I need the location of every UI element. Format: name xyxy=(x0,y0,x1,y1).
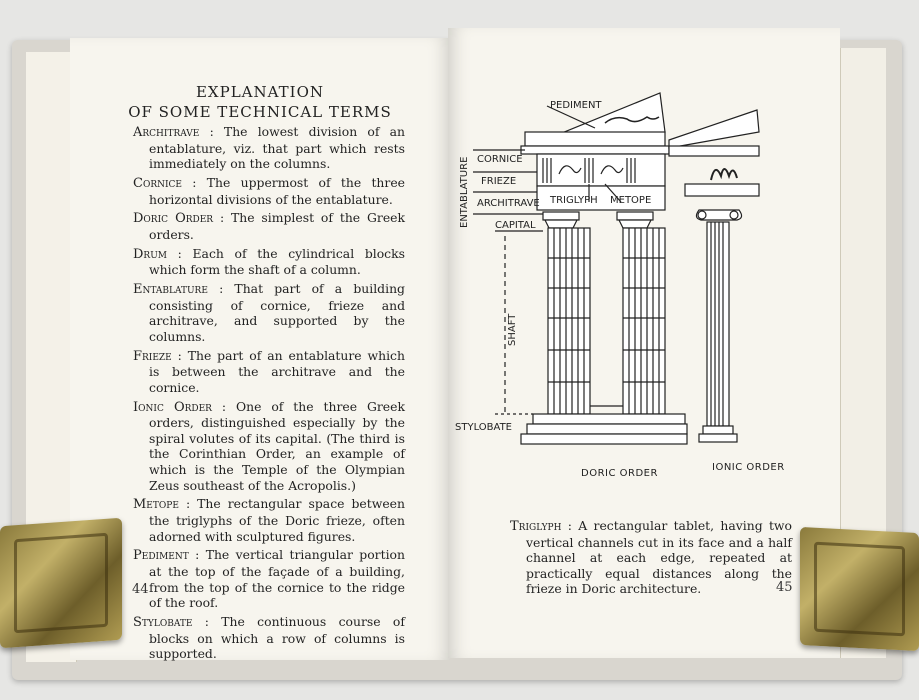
caption-ionic-order: IONIC ORDER xyxy=(712,462,785,473)
page-number-right: 45 xyxy=(776,580,793,595)
stylobate-step-3 xyxy=(521,434,687,444)
term-headword: Triglyph xyxy=(510,519,562,534)
label-shaft: SHAFT xyxy=(507,313,518,346)
term-definition: : Each of the cylindrical blocks which form the shaft of a column. xyxy=(149,245,405,278)
label-metope: METOPE xyxy=(610,195,652,206)
architecture-diagram xyxy=(455,88,795,458)
term-headword: Frieze xyxy=(133,348,172,364)
doric-column-1 xyxy=(548,228,590,414)
term-definition: : One of the three Greek orders, distinguished especially by the spiral volutes of its capital. (The third is the Corinthian Order, an example of which is the Temple of the Olympian Zeus southeast of the Acropolis.) xyxy=(149,398,405,493)
glossary-entry xyxy=(133,496,405,544)
label-capital: CAPITAL xyxy=(495,220,536,231)
term-headword: Ionic Order xyxy=(133,399,212,415)
term-definition: : The rectangular space between the triglyphs of the Doric frieze, often adorned with sculptured figures. xyxy=(149,496,405,544)
glossary-entry xyxy=(133,281,405,344)
label-entablature: ENTABLATURE xyxy=(459,156,470,228)
term-definition: : The vertical triangular portion at the top of the façade of a building, from the top of the cornice to the ridge of the roof. xyxy=(149,547,405,611)
label-cornice: CORNICE xyxy=(477,154,523,165)
title-line-2: OF SOME TECHNICAL TERMS xyxy=(128,103,392,121)
glossary-entry xyxy=(133,175,405,207)
frieze-block xyxy=(537,154,665,186)
glossary-entry xyxy=(133,547,405,610)
term-definition: : A rectangular tablet, having two vertical channels cut in its face and a half channel at each edge, repeated at practically equal distances along the frieze in Doric architecture. xyxy=(526,518,792,597)
doric-column-2 xyxy=(623,228,665,414)
glossary-list xyxy=(133,124,405,665)
term-headword: Doric Order xyxy=(133,211,214,227)
stylobate-step-2 xyxy=(527,424,687,434)
term-definition: : That part of a building consisting of cornice, frieze and architrave, and supported by the columns. xyxy=(149,281,405,344)
glossary-entry xyxy=(133,614,405,662)
term-definition: : The uppermost of the three horizontal divisions of the entablature. xyxy=(149,174,405,207)
label-architrave: ARCHITRAVE xyxy=(477,198,540,209)
title-line-1: EXPLANATION xyxy=(195,83,324,101)
ionic-column xyxy=(699,222,737,442)
glossary-entry xyxy=(133,246,405,278)
label-frieze: FRIEZE xyxy=(481,176,517,187)
term-headword: Stylobate xyxy=(133,614,193,630)
brass-page-holder-right xyxy=(800,527,919,651)
glossary-entry xyxy=(133,210,405,242)
page-title xyxy=(70,82,450,122)
ionic-frieze-figures xyxy=(711,169,737,180)
glossary-entry xyxy=(133,124,405,172)
term-definition: : The lowest division of an entablature, viz. that part which rests immediately on the columns. xyxy=(149,124,405,172)
term-headword: Pediment xyxy=(133,548,189,564)
triglyph-definition-block xyxy=(510,518,792,600)
term-headword: Metope xyxy=(133,497,179,513)
term-headword: Entablature xyxy=(133,282,208,298)
label-pediment: PEDIMENT xyxy=(550,100,602,111)
term-headword: Cornice xyxy=(133,175,182,191)
brass-page-holder-left xyxy=(0,518,122,649)
term-headword: Architrave xyxy=(133,125,200,140)
term-headword: Drum xyxy=(133,246,167,262)
term-definition: : The continuous course of blocks on which a row of columns is supported. xyxy=(149,613,405,662)
glossary-entry xyxy=(133,399,405,494)
term-definition: : The simplest of the Greek orders. xyxy=(149,210,405,242)
stylobate-step-1 xyxy=(533,414,685,424)
ionic-pediment xyxy=(669,110,759,148)
label-stylobate: STYLOBATE xyxy=(455,422,513,433)
term-definition: : The part of an entablature which is between the architrave and the cornice. xyxy=(149,347,405,395)
glossary-entry xyxy=(133,348,405,396)
glossary-entry xyxy=(510,518,792,597)
caption-doric-order: DORIC ORDER xyxy=(581,468,658,479)
label-triglyph: TRIGLYPH xyxy=(550,195,598,206)
page-number-left: 44 xyxy=(132,582,149,597)
cornice-block xyxy=(525,132,665,146)
